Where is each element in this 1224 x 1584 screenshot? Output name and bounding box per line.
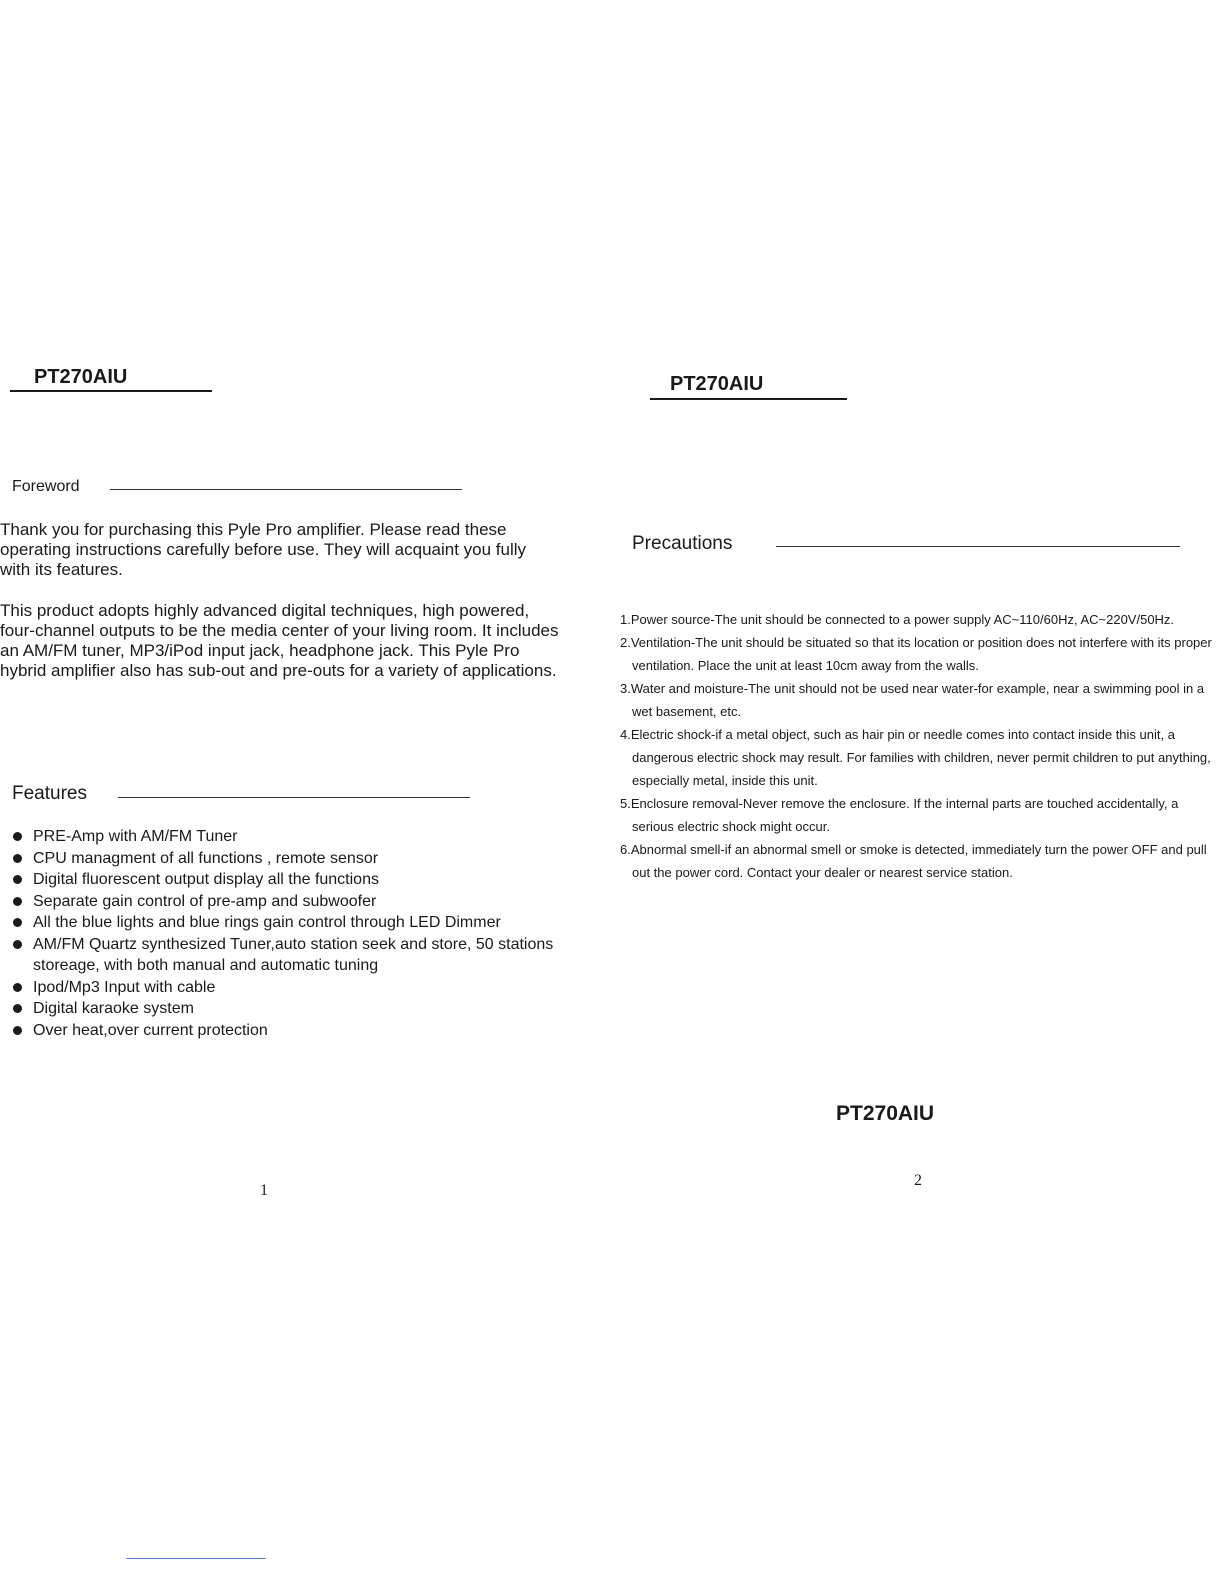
bullet-icon: [13, 983, 22, 992]
bullet-icon: [13, 897, 22, 906]
bullet-icon: [13, 918, 22, 927]
features-list: [11, 826, 571, 1041]
feature-item: All the blue lights and blue rings gain control through LED Dimmer: [11, 912, 571, 934]
feature-item: Over heat,over current protection: [11, 1020, 571, 1042]
feature-item: PRE-Amp with AM/FM Tuner: [11, 826, 571, 848]
foreword-paragraph-2: This product adopts highly advanced digital techniques, high powered, four-channel outputs to be the media center of your living room. It includes an AM/FM tuner, MP3/iPod input jack, headphone jack. This Pyle Pro hybrid amplifier also has sub-out and pre-outs for a variety of applications.: [0, 601, 559, 680]
bullet-icon: [13, 1026, 22, 1035]
precaution-item: 6.Abnormal smell-if an abnormal smell or smoke is detected, immediately turn the power OFF and pull out the power cord. Contact your dealer or nearest service station.: [620, 842, 1207, 880]
feature-item: Ipod/Mp3 Input with cable: [11, 977, 571, 999]
right-footer-model: PT270AIU: [836, 1102, 935, 1125]
feature-item: CPU managment of all functions , remote sensor: [11, 848, 571, 870]
feature-item: Separate gain control of pre-amp and subwoofer: [11, 891, 571, 913]
foreword-title: Foreword: [12, 478, 80, 495]
right-page-number: 2: [914, 1172, 922, 1189]
feature-item: Digital karaoke system: [11, 998, 571, 1020]
bullet-icon: [13, 854, 22, 863]
precaution-item: 5.Enclosure removal-Never remove the enclosure. If the internal parts are touched accidentally, a serious electric shock might occur.: [620, 796, 1179, 834]
precaution-item: 3.Water and moisture-The unit should not be used near water-for example, near a swimming pool in a wet basement, etc.: [620, 681, 1205, 719]
precaution-item: 1.Power source-The unit should be connected to a power supply AC~110/60Hz, AC~220V/50Hz.: [620, 612, 1175, 627]
precautions-title: Precautions: [632, 533, 733, 554]
foreword-rule: [110, 489, 462, 490]
blue-divider-line: [126, 1558, 266, 1559]
features-rule: [118, 797, 470, 798]
bullet-icon: [13, 832, 22, 841]
bullet-icon: [13, 940, 22, 949]
precaution-item: 4.Electric shock-if a metal object, such as hair pin or needle comes into contact inside this unit, a dangerous electric shock may result. For families with children, never permit children to put anything, especially metal, inside this unit.: [620, 727, 1211, 788]
left-model-title: PT270AIU: [34, 366, 128, 388]
right-model-title: PT270AIU: [670, 373, 764, 395]
features-title: Features: [12, 783, 87, 804]
precautions-list: [620, 608, 1212, 884]
bullet-icon: [13, 1004, 22, 1013]
left-page-number: 1: [260, 1182, 268, 1199]
precautions-rule: [776, 546, 1180, 547]
right-model-underline: [650, 398, 847, 400]
bullet-icon: [13, 875, 22, 884]
precaution-item: 2.Ventilation-The unit should be situated so that its location or position does not interfere with its proper ventilation. Place the unit at least 10cm away from the walls.: [620, 635, 1212, 673]
foreword-paragraph-1: Thank you for purchasing this Pyle Pro amplifier. Please read these operating instructions carefully before use. They will acquaint you fully with its features.: [0, 520, 527, 579]
feature-item: Digital fluorescent output display all the functions: [11, 869, 571, 891]
feature-item: AM/FM Quartz synthesized Tuner,auto station seek and store, 50 stations storeage, with both manual and automatic tuning: [11, 934, 563, 977]
left-model-underline: [10, 390, 212, 392]
